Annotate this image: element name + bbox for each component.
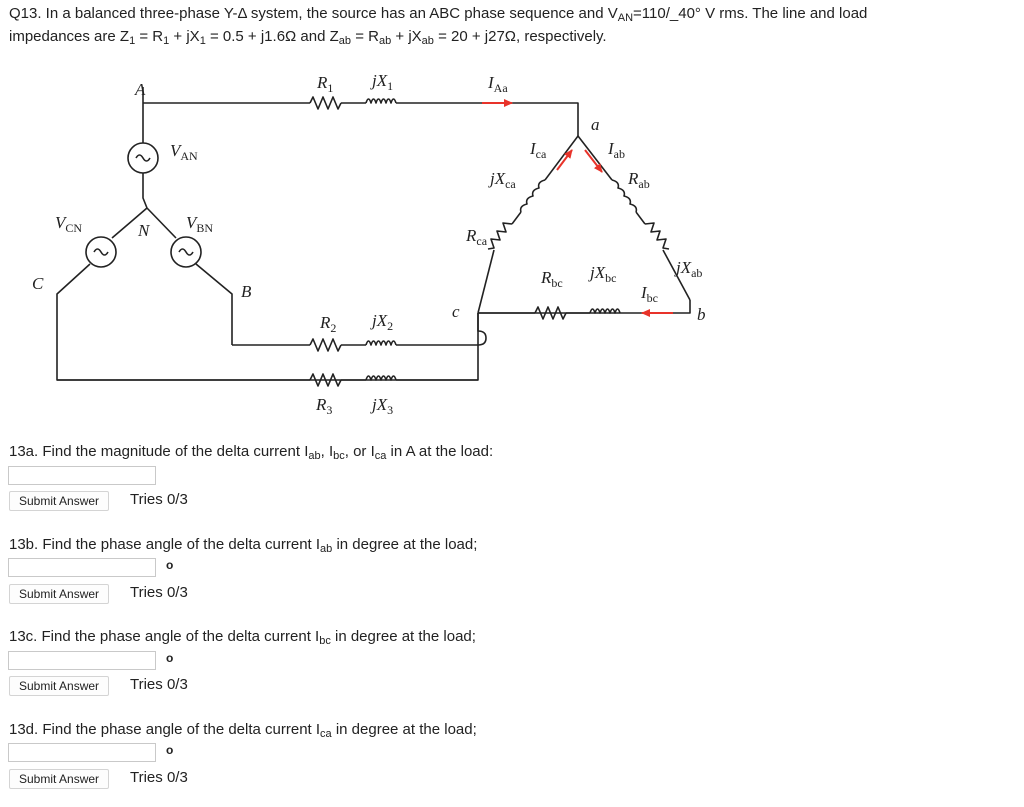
xbc-label: $jX_{bc}$ xyxy=(590,263,617,285)
wire-delta-ca-bottom xyxy=(478,250,494,313)
text-subscript: ca xyxy=(320,728,332,740)
vcn-label: $V_{CN}$ xyxy=(55,213,83,235)
node-b-load-label: b xyxy=(697,305,706,324)
circuit-diagram xyxy=(0,58,740,430)
node-b-label: B xyxy=(241,282,252,301)
node-c-label: C xyxy=(32,274,44,293)
resistor-rab-icon xyxy=(645,223,669,249)
text-fragment: 13b. Find the phase angle of the delta current I xyxy=(9,536,321,553)
degree-unit-13c: o xyxy=(166,651,174,665)
text-fragment: + jX xyxy=(391,28,422,45)
van-subscript: AN xyxy=(617,12,634,24)
r2-label: $R_2$ xyxy=(320,313,337,335)
text-fragment: 13a. Find the magnitude of the delta current I xyxy=(9,443,309,460)
wire-delta-ab-top xyxy=(578,136,612,180)
text-subscript: ab xyxy=(320,543,333,555)
question-text xyxy=(9,2,1017,48)
text-subscript: ab xyxy=(378,35,392,47)
text-fragment: , or I xyxy=(344,443,375,460)
question-intro: Q13. In a balanced three-phase Y-Δ system, the source has an ABC phase sequence and V xyxy=(9,5,618,22)
rbc-label: $R_{bc}$ xyxy=(541,268,563,290)
x1-label: $jX_1$ xyxy=(372,71,394,93)
inductor-x3-icon xyxy=(366,376,396,380)
wire-delta-ca-mid xyxy=(512,212,521,224)
wire-line-b-crossover xyxy=(396,313,486,345)
circuit-labels xyxy=(32,71,706,417)
answer-input-13b[interactable] xyxy=(8,558,156,577)
wire-n-to-vbn xyxy=(147,208,176,238)
rab-label: $R_{ab}$ xyxy=(628,169,650,191)
part-13a-prompt xyxy=(9,443,493,460)
wire-line-b-to-b xyxy=(478,300,690,313)
iab-label: $I_{ab}$ xyxy=(608,139,625,161)
text-fragment: impedances are Z xyxy=(9,28,130,45)
submit-answer-button-13b[interactable]: Submit Answer xyxy=(9,584,109,604)
arrow-iab-icon xyxy=(585,150,602,172)
degree-unit-13d: o xyxy=(166,743,174,757)
text-subscript: ab xyxy=(421,35,434,47)
van-label: $V_{AN}$ xyxy=(170,141,198,163)
text-fragment: + jX xyxy=(169,28,200,45)
resistor-r3-icon xyxy=(310,374,341,386)
text-fragment: = R xyxy=(135,28,164,45)
sine-icon xyxy=(136,155,150,161)
text-subscript: 1 xyxy=(129,35,136,47)
text-subscript: ab xyxy=(308,450,321,462)
text-subscript: bc xyxy=(319,635,331,647)
van-value: =110/_40° V rms. The line and load xyxy=(633,5,868,22)
wire-c-phase xyxy=(57,264,478,380)
part-13d-prompt xyxy=(9,721,477,738)
tries-counter-13b: Tries 0/3 xyxy=(130,584,188,601)
x3-label: $jX_3$ xyxy=(372,395,394,417)
degree-unit-13b: o xyxy=(166,558,174,572)
text-subscript: 1 xyxy=(163,35,170,47)
text-fragment: 13c. Find the phase angle of the delta current I xyxy=(9,628,320,645)
part-13b-prompt xyxy=(9,536,477,553)
sine-icon xyxy=(94,249,108,255)
node-a-load-label: a xyxy=(591,115,600,134)
text-fragment: 13d. Find the phase angle of the delta current I xyxy=(9,721,321,738)
iaa-label: $I_{Aa}$ xyxy=(488,73,508,95)
submit-answer-button-13d[interactable]: Submit Answer xyxy=(9,769,109,789)
question-line-1 xyxy=(9,2,1017,25)
text-fragment: , I xyxy=(320,443,334,460)
xca-label: $jX_{ca}$ xyxy=(490,169,516,191)
text-subscript: ca xyxy=(374,450,387,462)
tries-counter-13a: Tries 0/3 xyxy=(130,491,188,508)
resistor-r2-icon xyxy=(310,339,341,351)
text-fragment: = 0.5 + j1.6Ω and Z xyxy=(205,28,339,45)
text-fragment: = R xyxy=(351,28,379,45)
wire-delta-ca-top xyxy=(545,136,578,180)
sine-icon xyxy=(179,249,193,255)
submit-answer-button-13a[interactable]: Submit Answer xyxy=(9,491,109,511)
text-subscript: 1 xyxy=(199,35,206,47)
inductor-xca-icon xyxy=(521,180,545,212)
rca-label: $R_{ca}$ xyxy=(466,226,488,248)
question-line-2 xyxy=(9,25,1017,48)
wire-b-phase xyxy=(196,264,232,345)
r3-label: $R_3$ xyxy=(316,395,333,417)
inductor-x2-icon xyxy=(366,341,396,345)
ica-label: $I_{ca}$ xyxy=(530,139,547,161)
node-c-load-label: c xyxy=(452,302,460,321)
text-fragment: in degree at the load; xyxy=(330,628,476,645)
resistor-r1-icon xyxy=(310,97,341,109)
tries-counter-13c: Tries 0/3 xyxy=(130,676,188,693)
text-fragment: in degree at the load; xyxy=(332,536,478,553)
text-subscript: bc xyxy=(333,450,345,462)
submit-answer-button-13c[interactable]: Submit Answer xyxy=(9,676,109,696)
x2-label: $jX_2$ xyxy=(372,311,394,333)
node-n-label: N xyxy=(138,221,150,240)
text-subscript: ab xyxy=(338,35,352,47)
tries-counter-13d: Tries 0/3 xyxy=(130,769,188,786)
inductor-x1-icon xyxy=(366,99,396,103)
vbn-label: $V_{BN}$ xyxy=(186,213,214,235)
answer-input-13c[interactable] xyxy=(8,651,156,670)
wire-a-to-n xyxy=(143,173,147,208)
text-fragment: in degree at the load; xyxy=(331,721,477,738)
resistor-rca-icon xyxy=(488,223,512,249)
inductor-xbc-icon xyxy=(590,309,620,313)
wire-delta-ab-mid xyxy=(636,212,645,224)
wire-line-a-right xyxy=(396,103,578,136)
answer-input-13d[interactable] xyxy=(8,743,156,762)
node-a-label: A xyxy=(135,80,146,99)
ibc-label: $I_{bc}$ xyxy=(641,283,658,305)
text-fragment: in A at the load: xyxy=(386,443,494,460)
part-13c-prompt xyxy=(9,628,476,645)
text-fragment: = 20 + j27Ω, respectively. xyxy=(433,28,607,45)
answer-input-13a[interactable] xyxy=(8,466,156,485)
xab-label: $jX_{ab}$ xyxy=(676,258,703,280)
r1-label: $R_1$ xyxy=(317,73,334,95)
resistor-rbc-icon xyxy=(535,307,566,319)
